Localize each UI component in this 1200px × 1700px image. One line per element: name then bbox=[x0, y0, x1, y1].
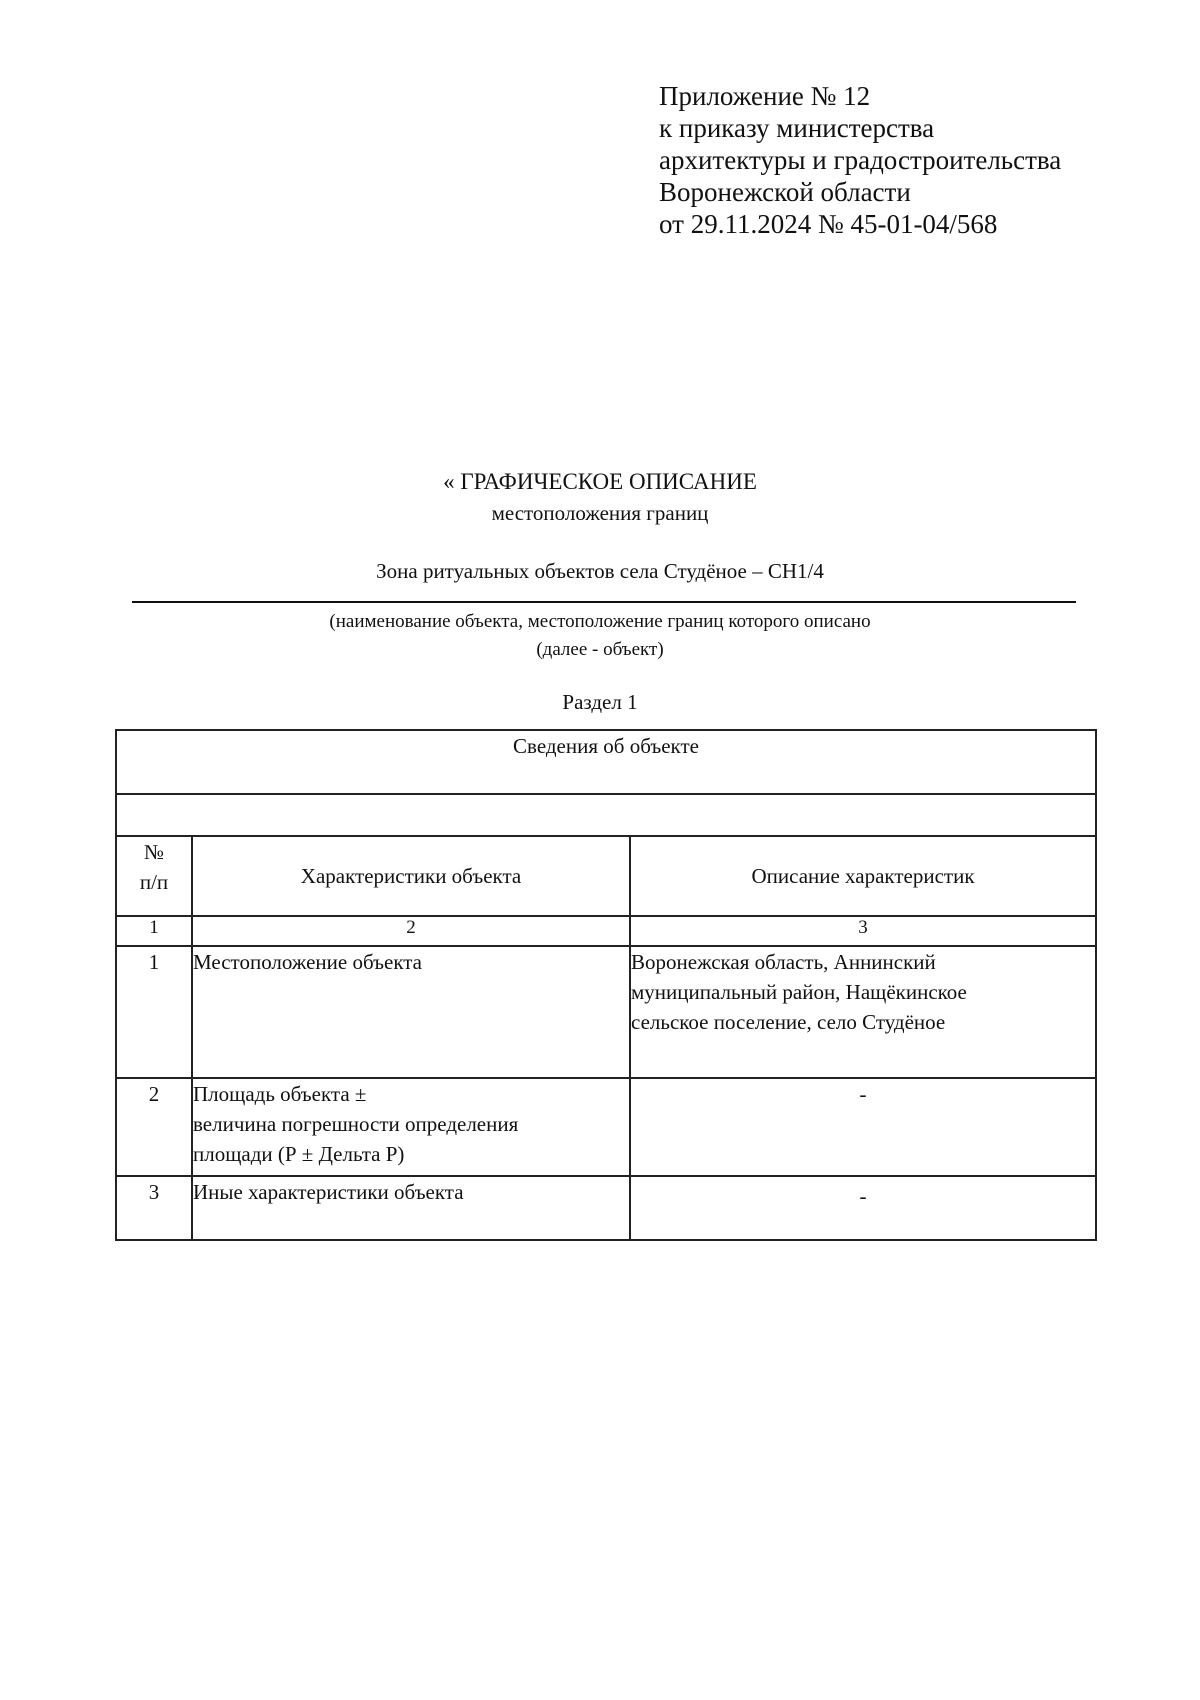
table-row bbox=[116, 946, 1096, 1078]
appendix-line-1: Приложение № 12 bbox=[659, 81, 871, 111]
row-description bbox=[630, 946, 1096, 1078]
column-index-row bbox=[116, 916, 1096, 946]
table-header-cell: Сведения об объекте bbox=[116, 730, 1096, 794]
row-characteristic-line: величина погрешности определения bbox=[193, 1112, 519, 1136]
table-header-row bbox=[116, 730, 1096, 794]
appendix-line-3: архитектуры и градостроительства bbox=[659, 145, 1062, 175]
column-number-line-2: п/п bbox=[139, 870, 169, 894]
row-number: 2 bbox=[116, 1078, 192, 1176]
row-characteristic bbox=[192, 1078, 630, 1176]
table-row bbox=[116, 1078, 1096, 1176]
table-row bbox=[116, 1176, 1096, 1240]
row-characteristic bbox=[192, 946, 630, 1078]
row-description: - bbox=[630, 1176, 1096, 1240]
row-description: - bbox=[630, 1078, 1096, 1176]
object-name: Зона ритуальных объектов села Студёное – СН1/4 bbox=[376, 559, 824, 583]
appendix-line-4: Воронежской области bbox=[659, 177, 911, 207]
row-description-line: Воронежская область, Аннинский bbox=[631, 950, 936, 974]
document-subtitle: местоположения границ bbox=[491, 501, 709, 525]
appendix-block bbox=[659, 80, 1061, 240]
column-header-characteristics: Характеристики объекта bbox=[192, 836, 630, 916]
row-description-line: муниципальный район, Нащёкинское bbox=[631, 980, 967, 1004]
row-characteristic-line: площади (Р ± Дельта Р) bbox=[193, 1142, 405, 1166]
section-title: Раздел 1 bbox=[562, 690, 638, 714]
caption-line-1: (наименование объекта, местоположение границ которого описано bbox=[329, 611, 871, 632]
row-characteristic bbox=[192, 1176, 630, 1240]
table-empty-cell bbox=[116, 794, 1096, 836]
column-index-3: 3 bbox=[630, 916, 1096, 946]
row-number: 3 bbox=[116, 1176, 192, 1240]
appendix-line-5: от 29.11.2024 № 45-01-04/568 bbox=[659, 209, 998, 239]
appendix-line-2: к приказу министерства bbox=[659, 113, 935, 143]
column-index-1: 1 bbox=[116, 916, 192, 946]
table-empty-row bbox=[116, 794, 1096, 836]
row-description-line: сельское поселение, село Студёное bbox=[631, 1010, 946, 1034]
column-number-line-1: № bbox=[143, 840, 165, 864]
object-info-table bbox=[115, 729, 1097, 1241]
column-header-description: Описание характеристик bbox=[630, 836, 1096, 916]
column-header-number bbox=[116, 836, 192, 916]
document-title: « ГРАФИЧЕСКОЕ ОПИСАНИЕ bbox=[443, 469, 757, 494]
caption-line-2: (далее - объект) bbox=[536, 639, 664, 660]
row-number: 1 bbox=[116, 946, 192, 1078]
object-name-caption bbox=[0, 608, 1200, 664]
column-header-row bbox=[116, 836, 1096, 916]
object-name-underline bbox=[132, 601, 1076, 603]
row-characteristic-line: Площадь объекта ± bbox=[193, 1082, 367, 1106]
column-index-2: 2 bbox=[192, 916, 630, 946]
row-characteristic-line: Иные характеристики объекта bbox=[193, 1180, 464, 1204]
row-characteristic-line: Местоположение объекта bbox=[193, 950, 423, 974]
